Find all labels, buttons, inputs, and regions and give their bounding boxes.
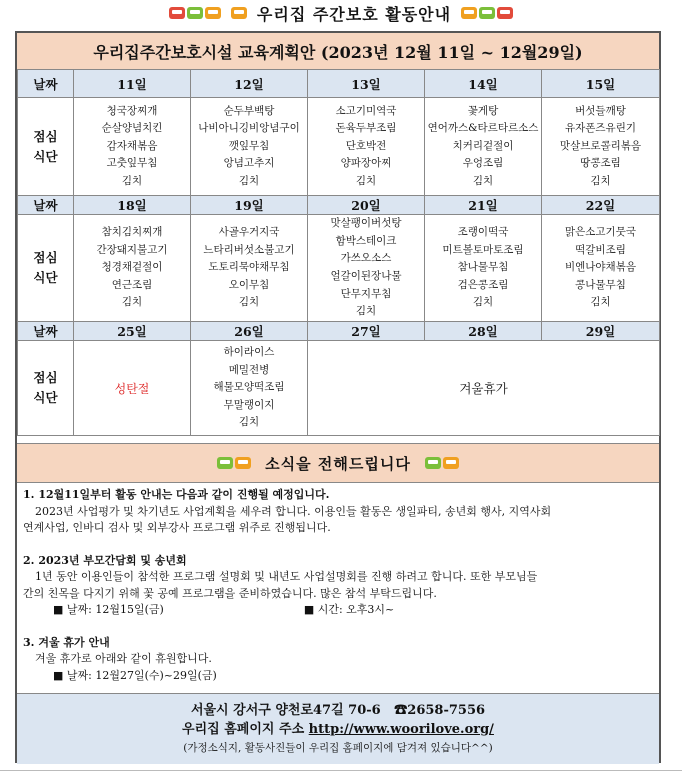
meal-label-line: 점심 — [33, 250, 58, 265]
menu-item: 돈육두부조림 — [335, 122, 397, 135]
news-banner — [17, 443, 659, 483]
notice-bullet: ■ 날짜: 12월27일(수)~29일(금) — [53, 668, 217, 682]
date-label: 날짜 — [18, 322, 74, 341]
menu-item: 김치 — [590, 296, 611, 309]
menu-item: 땅콩조림 — [580, 157, 621, 170]
menu-cell — [308, 215, 425, 322]
menu-item: 김치 — [590, 174, 611, 187]
day-header: 27일 — [308, 322, 425, 341]
menu-item: 해물모양떡조림 — [213, 381, 285, 394]
menu-item: 치커리겉절이 — [452, 139, 514, 152]
meal-label — [18, 341, 74, 436]
news-title: 소식을 전해드립니다 — [265, 454, 411, 473]
notice-heading: 2. 2023년 부모간담회 및 송년회 — [23, 553, 187, 567]
page-title: 우리집 주간보호 활동안내 — [256, 4, 452, 24]
menu-item: 비엔나야채볶음 — [564, 261, 636, 274]
menu-row — [18, 98, 660, 196]
menu-item: 사골우거지국 — [218, 226, 280, 239]
menu-item: 미트볼토마토조림 — [442, 243, 524, 256]
menu-item: 버섯들깨탕 — [575, 104, 626, 117]
menu-item: 무말랭이지 — [223, 398, 275, 411]
notice-line: 겨울 휴가로 아래와 같이 휴원합니다. — [35, 652, 212, 665]
menu-item: 오이무침 — [228, 278, 270, 291]
menu-item: 김치 — [472, 296, 494, 309]
menu-item: 떡갈비조림 — [575, 243, 626, 256]
site-label: 우리집 홈페이지 주소 — [182, 721, 305, 737]
address: 서울시 강서구 양천로47길 70-6 — [190, 702, 381, 718]
date-label: 날짜 — [18, 70, 74, 98]
menu-item: 단무지무침 — [340, 287, 392, 300]
menu-item: 맑은소고기뭇국 — [564, 226, 636, 239]
date-row — [18, 70, 660, 98]
menu-item: 함박스테이크 — [335, 234, 397, 247]
menu-item: 콩나물무침 — [575, 278, 626, 291]
day-header: 12일 — [191, 70, 308, 98]
plan-title: 우리집주간보호시설 교육계획안 (2023년 12월 11일 ~ 12월29일) — [17, 33, 659, 70]
menu-item: 연근조림 — [111, 278, 153, 291]
train-icon — [461, 7, 513, 19]
menu-item: 얼갈이된장나물 — [330, 270, 402, 282]
menu-item: 김치 — [238, 174, 260, 187]
meal-label-line: 점심 — [33, 128, 58, 144]
menu-item: 유자폰즈유린기 — [564, 122, 636, 135]
notice-line: 간의 친목을 다지기 위해 꽃 공예 프로그램을 준비하였습니다. 많은 참석 부탁드립니다. — [23, 586, 437, 600]
date-label: 날짜 — [18, 196, 74, 215]
vacation-cell: 겨울휴가 — [308, 341, 660, 436]
newsletter-frame — [15, 31, 661, 763]
meal-label — [18, 215, 74, 322]
menu-item: 김치 — [238, 416, 260, 429]
menu-cell — [308, 98, 425, 196]
menu-item: 메밀전병 — [228, 363, 270, 376]
menu-item: 맛살브로콜리볶음 — [559, 139, 642, 152]
meal-label-line: 식단 — [33, 390, 58, 405]
day-header: 18일 — [74, 196, 191, 215]
menu-row — [18, 341, 660, 436]
day-header: 26일 — [191, 322, 308, 341]
menu-item: 감자채볶음 — [106, 139, 158, 152]
phone: ☎2658-7556 — [394, 702, 486, 718]
menu-item: 우엉조림 — [462, 157, 504, 170]
menu-item: 하이라이스 — [223, 346, 275, 359]
menu-item: 김치 — [355, 174, 377, 187]
menu-item: 김치 — [121, 296, 143, 309]
menu-item: 느타리버섯소불고기 — [203, 243, 295, 256]
menu-item: 순살양념치킨 — [101, 122, 163, 135]
notice-line: 연계사업, 인바디 검사 및 외부강사 프로그램 위주로 진행됩니다. — [23, 521, 331, 534]
day-header: 11일 — [74, 70, 191, 98]
day-header: 14일 — [425, 70, 542, 98]
menu-item: 맛살팽이버섯탕 — [330, 217, 402, 230]
day-header: 25일 — [74, 322, 191, 341]
day-header: 21일 — [425, 196, 542, 215]
menu-item: 양파장아찌 — [340, 157, 392, 170]
date-row — [18, 322, 660, 341]
date-row — [18, 196, 660, 215]
day-header: 20일 — [308, 196, 425, 215]
menu-item: 나비아니깅비앙념구이 — [198, 122, 300, 135]
footer — [17, 693, 659, 764]
menu-cell — [191, 215, 308, 322]
meal-label — [18, 98, 74, 196]
notice-line: 1년 동안 이용인들이 참석한 프로그램 설명회 및 내년도 사업설명회를 진행 하려고 합니다. 또한 부모님들 — [35, 570, 538, 583]
menu-cell — [74, 215, 191, 322]
menu-item: 앙념고추지 — [223, 157, 275, 170]
holiday-cell: 성탄절 — [74, 341, 191, 436]
notice-heading: 3. 겨울 휴가 안내 — [23, 635, 110, 649]
day-header: 13일 — [308, 70, 425, 98]
menu-item: 깻잎무침 — [228, 139, 270, 152]
menu-cell — [191, 98, 308, 196]
menu-item: 고춧잎무침 — [106, 157, 158, 170]
train-icon — [217, 457, 251, 469]
menu-item: 김치 — [355, 305, 377, 318]
menu-item: 소고기미역국 — [335, 104, 397, 117]
meal-label-line: 점심 — [33, 370, 58, 385]
menu-table — [17, 69, 660, 436]
menu-item: 조랭이떡국 — [457, 226, 509, 239]
menu-cell — [542, 98, 660, 196]
day-header: 22일 — [542, 196, 660, 215]
menu-item: 순두부백탕 — [223, 104, 275, 117]
divider — [0, 770, 682, 771]
menu-item: 김치 — [238, 296, 260, 309]
menu-cell — [542, 215, 660, 322]
notice-heading: 1. 12월11일부터 활동 안내는 다음과 같이 진행될 예정입니다. — [23, 488, 330, 501]
menu-item: 검은콩조림 — [457, 278, 509, 291]
menu-item: 단호박전 — [345, 139, 387, 152]
menu-cell — [74, 98, 191, 196]
train-icon — [231, 7, 247, 19]
menu-cell — [191, 341, 308, 436]
notice-bullet: ■ 날짜: 12월15일(금) — [53, 603, 164, 616]
train-icon — [425, 457, 459, 469]
notice-line: 2023년 사업평가 및 차기년도 사업계획을 세우려 합니다. 이용인들 활동은 생일파티, 송년회 행사, 지역사회 — [35, 504, 552, 518]
menu-item: 가쓰오소스 — [340, 252, 392, 265]
meal-label-line: 식단 — [33, 148, 58, 164]
notices — [23, 487, 653, 684]
notice-bullet: ■ 시간: 오후3시~ — [303, 603, 395, 616]
footer-note: (가정소식지, 활동사진들이 우리집 홈페이지에 담겨져 있습니다^^) — [183, 741, 493, 754]
train-icon — [169, 7, 221, 19]
day-header: 29일 — [542, 322, 660, 341]
meal-label-line: 식단 — [33, 270, 58, 285]
day-header: 19일 — [191, 196, 308, 215]
menu-item: 연어까스&타르타르소스 — [427, 122, 539, 135]
menu-item: 간장돼지불고기 — [96, 243, 168, 256]
menu-item: 도토리묵야채무침 — [208, 261, 290, 274]
menu-item: 청국장찌개 — [106, 104, 158, 117]
day-header: 15일 — [542, 70, 660, 98]
day-header: 28일 — [425, 322, 542, 341]
homepage-link[interactable]: http://www.woorilove.org/ — [308, 721, 494, 737]
menu-item: 꽃게탕 — [467, 104, 499, 117]
menu-item: 참치김치찌개 — [101, 226, 163, 239]
menu-cell — [425, 98, 542, 196]
menu-item: 김치 — [121, 174, 143, 187]
menu-item: 청경채겉절이 — [101, 261, 163, 274]
menu-item: 참나물무침 — [457, 261, 509, 274]
menu-cell — [425, 215, 542, 322]
menu-item: 김치 — [472, 174, 494, 187]
menu-row — [18, 215, 660, 322]
page-header — [0, 0, 682, 26]
